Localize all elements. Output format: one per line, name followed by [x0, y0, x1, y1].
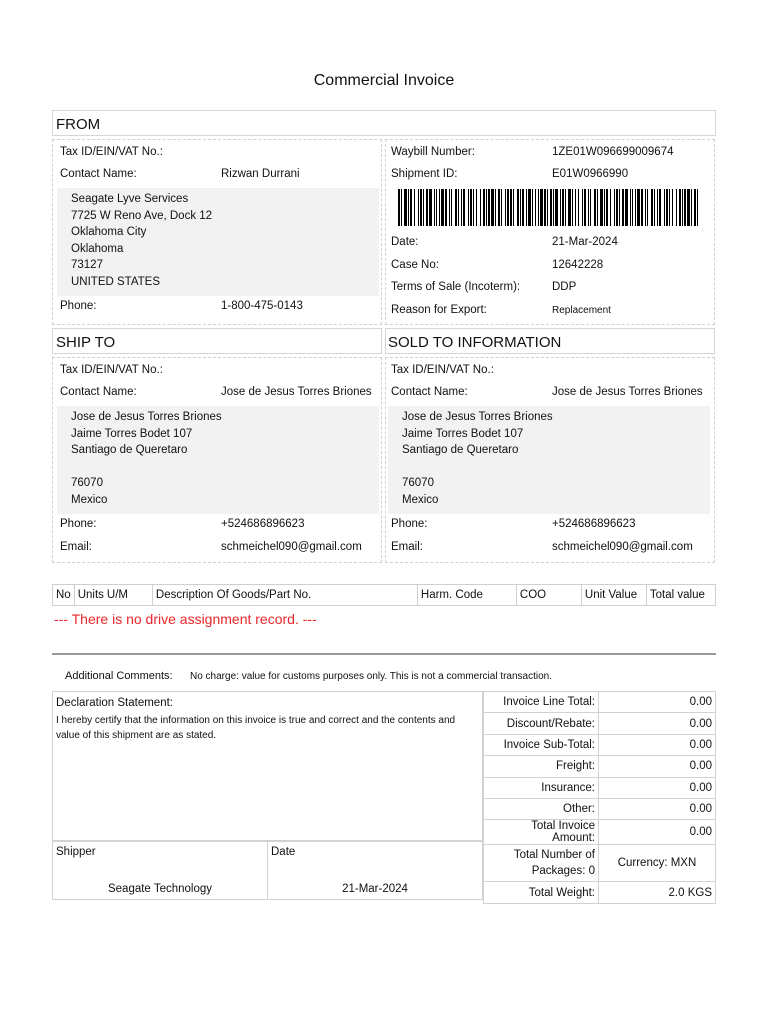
- weight-row: [484, 882, 716, 903]
- from-phone-value: 1-800-475-0143: [221, 300, 303, 312]
- totals-row: [484, 798, 716, 819]
- col-header-units: Units: [74, 585, 107, 606]
- terms-value: DDP: [552, 281, 577, 293]
- totals-row: [484, 692, 716, 713]
- empty-goods-message: --- There is no drive assignment record. ---: [54, 611, 317, 627]
- totals-value: 0.00: [599, 713, 716, 734]
- shipper-label: Shipper: [56, 846, 96, 858]
- ship-to-email-label: Email:: [60, 541, 92, 553]
- date-label: Date:: [391, 236, 419, 248]
- sold-to-phone-label: Phone:: [391, 518, 428, 530]
- totals-row: [484, 820, 716, 845]
- address-line: UNITED STATES: [71, 275, 161, 288]
- address-line: Santiago de Queretaro: [71, 444, 188, 456]
- totals-label: Discount/Rebate:: [484, 713, 599, 734]
- address-line: 76070: [402, 477, 434, 489]
- totals-row: [484, 777, 716, 798]
- sold-to-email-value: schmeichel090@gmail.com: [552, 541, 693, 553]
- currency-value: Currency: MXN: [599, 845, 716, 882]
- col-header-harm-code: Harm. Code: [417, 585, 516, 606]
- sold-to-email-label: Email:: [391, 541, 423, 553]
- reason-value: Replacement: [552, 305, 611, 316]
- col-header-no: No: [53, 585, 75, 606]
- declaration-text: I hereby certify that the information on this invoice is true and correct and the contents and value of this shipment are as stated.: [56, 715, 456, 741]
- declaration-heading: Declaration Statement:: [56, 697, 173, 709]
- totals-value: 0.00: [599, 734, 716, 755]
- ship-to-header: [52, 328, 382, 354]
- address-line: Mexico: [402, 493, 439, 506]
- date-value: 21-Mar-2024: [552, 236, 618, 248]
- signature-date-box: [268, 841, 483, 900]
- totals-row: [484, 734, 716, 755]
- waybill-label: Waybill Number:: [391, 146, 475, 158]
- from-phone-label: Phone:: [60, 300, 97, 312]
- section-divider: [52, 653, 716, 655]
- comments-text: No charge: value for customs purposes only. This is not a commercial transaction.: [190, 671, 553, 682]
- ship-to-phone-value: +524686896623: [221, 518, 305, 530]
- from-heading: FROM: [56, 116, 101, 133]
- address-line: Seagate Lyve Services: [71, 193, 189, 205]
- from-header: [52, 110, 716, 136]
- totals-label: Invoice Line Total:: [484, 692, 599, 713]
- address-line: 73127: [71, 259, 103, 271]
- ship-to-tax-label: Tax ID/EIN/VAT No.:: [60, 364, 163, 376]
- address-line: Jose de Jesus Torres Briones: [402, 411, 553, 423]
- address-line: Mexico: [71, 493, 108, 506]
- totals-value: 0.00: [599, 798, 716, 819]
- address-line: Jaime Torres Bodet 107: [402, 427, 524, 440]
- totals-label: Other:: [484, 798, 599, 819]
- case-value: 12642228: [552, 259, 604, 271]
- totals-label: Invoice Sub-Total:: [484, 734, 599, 755]
- sold-to-phone-value: +524686896623: [552, 518, 636, 530]
- terms-label: Terms of Sale (Incoterm):: [391, 281, 521, 293]
- col-header-unit-value: Unit Value: [581, 585, 646, 606]
- address-line: [71, 459, 379, 476]
- totals-value: 0.00: [599, 756, 716, 777]
- sold-to-header: [385, 328, 715, 354]
- shipment-panel: [385, 139, 715, 325]
- address-line: Jose de Jesus Torres Briones: [71, 411, 222, 423]
- weight-value: 2.0 KGS: [599, 882, 716, 903]
- sold-to-heading: SOLD TO INFORMATION: [388, 334, 562, 351]
- ship-to-heading: SHIP TO: [56, 334, 116, 351]
- weight-label: Total Weight:: [484, 882, 599, 903]
- totals-label: Total Invoice Amount:: [484, 820, 599, 845]
- address-line: Oklahoma: [71, 242, 124, 255]
- address-line: 7725 W Reno Ave, Dock 12: [71, 209, 213, 222]
- declaration-box: [52, 691, 483, 841]
- barcode-image: [398, 189, 701, 226]
- totals-value: 0.00: [599, 820, 716, 845]
- packages-label: Total Number of Packages: 0: [484, 845, 599, 882]
- address-line: Jaime Torres Bodet 107: [71, 427, 193, 440]
- waybill-value: 1ZE01W096699009674: [552, 146, 674, 158]
- signature-date-label: Date: [271, 846, 296, 858]
- ship-to-contact-label: Contact Name:: [60, 386, 137, 398]
- sold-to-tax-label: Tax ID/EIN/VAT No.:: [391, 364, 494, 376]
- from-tax-label: Tax ID/EIN/VAT No.:: [60, 146, 163, 158]
- address-line: Oklahoma City: [71, 226, 147, 238]
- totals-table: [483, 691, 716, 904]
- ship-to-contact-value: Jose de Jesus Torres Briones: [221, 386, 372, 398]
- col-header-um: U/M: [107, 585, 153, 606]
- totals-label: Insurance:: [484, 777, 599, 798]
- totals-label: Freight:: [484, 756, 599, 777]
- goods-table-header-row: [53, 585, 716, 606]
- from-contact-value: Rizwan Durrani: [221, 168, 300, 180]
- col-header-description: Description Of Goods/Part No.: [152, 585, 417, 606]
- ship-to-address-block: [57, 406, 379, 514]
- shipment-id-value: E01W0966990: [552, 168, 629, 180]
- ship-to-phone-label: Phone:: [60, 518, 97, 530]
- totals-row: [484, 756, 716, 777]
- sold-to-address-block: [388, 406, 710, 514]
- sold-to-contact-label: Contact Name:: [391, 386, 468, 398]
- address-line: [402, 459, 710, 476]
- signature-date-value: 21-Mar-2024: [342, 883, 408, 895]
- reason-label: Reason for Export:: [391, 304, 487, 316]
- shipment-id-label: Shipment ID:: [391, 168, 458, 180]
- page-title: Commercial Invoice: [313, 72, 455, 89]
- packages-row: [484, 845, 716, 882]
- goods-table: [52, 584, 716, 606]
- address-line: Santiago de Queretaro: [402, 444, 519, 456]
- totals-value: 0.00: [599, 777, 716, 798]
- totals-row: [484, 713, 716, 734]
- ship-to-email-value: schmeichel090@gmail.com: [221, 541, 362, 553]
- shipper-value: Seagate Technology: [107, 883, 212, 895]
- from-address-block: [57, 188, 379, 296]
- comments-label: Additional Comments:: [65, 670, 173, 682]
- col-header-total-value: Total value: [646, 585, 715, 606]
- from-contact-label: Contact Name:: [60, 168, 137, 180]
- shipper-box: [52, 841, 268, 900]
- sold-to-contact-value: Jose de Jesus Torres Briones: [552, 386, 703, 398]
- case-label: Case No:: [391, 259, 439, 271]
- col-header-coo: COO: [516, 585, 581, 606]
- address-line: 76070: [71, 477, 103, 489]
- totals-value: 0.00: [599, 692, 716, 713]
